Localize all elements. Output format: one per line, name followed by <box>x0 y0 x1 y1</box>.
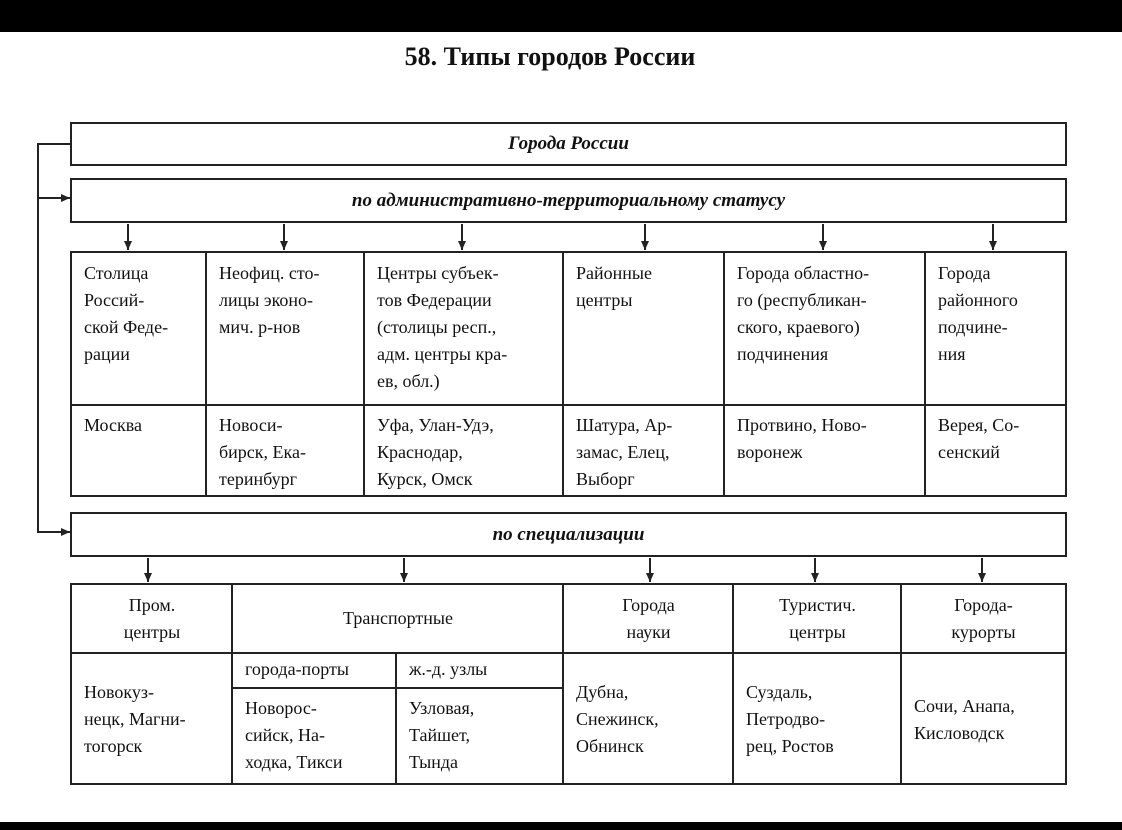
admin-status-header: по административно-территориальному статусу <box>70 178 1067 223</box>
spec-example-railway-junctions: Узловая, Тайшет, Тында <box>409 698 475 772</box>
page-title: 58. Типы городов России <box>404 42 696 71</box>
admin-example-district-subordination: Верея, Со- сенский <box>938 415 1020 462</box>
admin-example-unofficial-capitals: Новоси- бирск, Ека- теринбург <box>219 415 306 489</box>
spec-example-industrial: Новокуз- нецк, Магни- тогорск <box>84 682 186 756</box>
admin-type-district-subordination: Города районного подчине- ния <box>938 263 1018 364</box>
admin-example-district-centers: Шатура, Ар- замас, Елец, Выборг <box>576 415 673 489</box>
admin-type-regional-subordination: Города областно- го (республикан- ского, краевого) подчинения <box>737 263 870 364</box>
spec-type-science: Города науки <box>622 594 675 642</box>
spec-type-industrial: Пром. центры <box>123 594 181 642</box>
admin-example-capital: Москва <box>84 415 142 435</box>
root-box-goroda-rossii: Города России <box>70 122 1067 166</box>
admin-type-unofficial-capitals: Неофиц. сто- лицы эконо- мич. р-нов <box>219 263 320 337</box>
spec-type-transport: Транспортные <box>343 608 453 628</box>
spec-example-resorts: Сочи, Анапа, Кисловодск <box>914 695 1015 743</box>
spec-example-ports: Новорос- сийск, На- ходка, Тикси <box>245 698 343 772</box>
transport-sub-railway-junctions: ж.-д. узлы <box>409 659 488 679</box>
admin-type-federation-centers: Центры субъек- тов Федерации (столицы респ., адм. центры кра- ев, обл.) <box>377 263 508 391</box>
spec-type-tourist: Туристич. центры <box>779 594 856 642</box>
admin-example-federation-centers: Уфа, Улан-Удэ, Краснодар, Курск, Омск <box>377 415 494 489</box>
transport-sub-ports: города-порты <box>245 659 349 679</box>
spec-type-resorts: Города- курорты <box>951 594 1016 642</box>
spec-example-tourist: Суздаль, Петродво- рец, Ростов <box>746 682 834 756</box>
admin-example-regional-subordination: Протвино, Ново- воронеж <box>737 415 867 462</box>
specialization-header: по специализации <box>70 512 1067 557</box>
admin-type-capital: Столица Россий- ской Феде- рации <box>84 263 169 364</box>
admin-type-district-centers: Районные центры <box>576 263 652 310</box>
spec-example-science: Дубна, Снежинск, Обнинск <box>576 682 659 756</box>
